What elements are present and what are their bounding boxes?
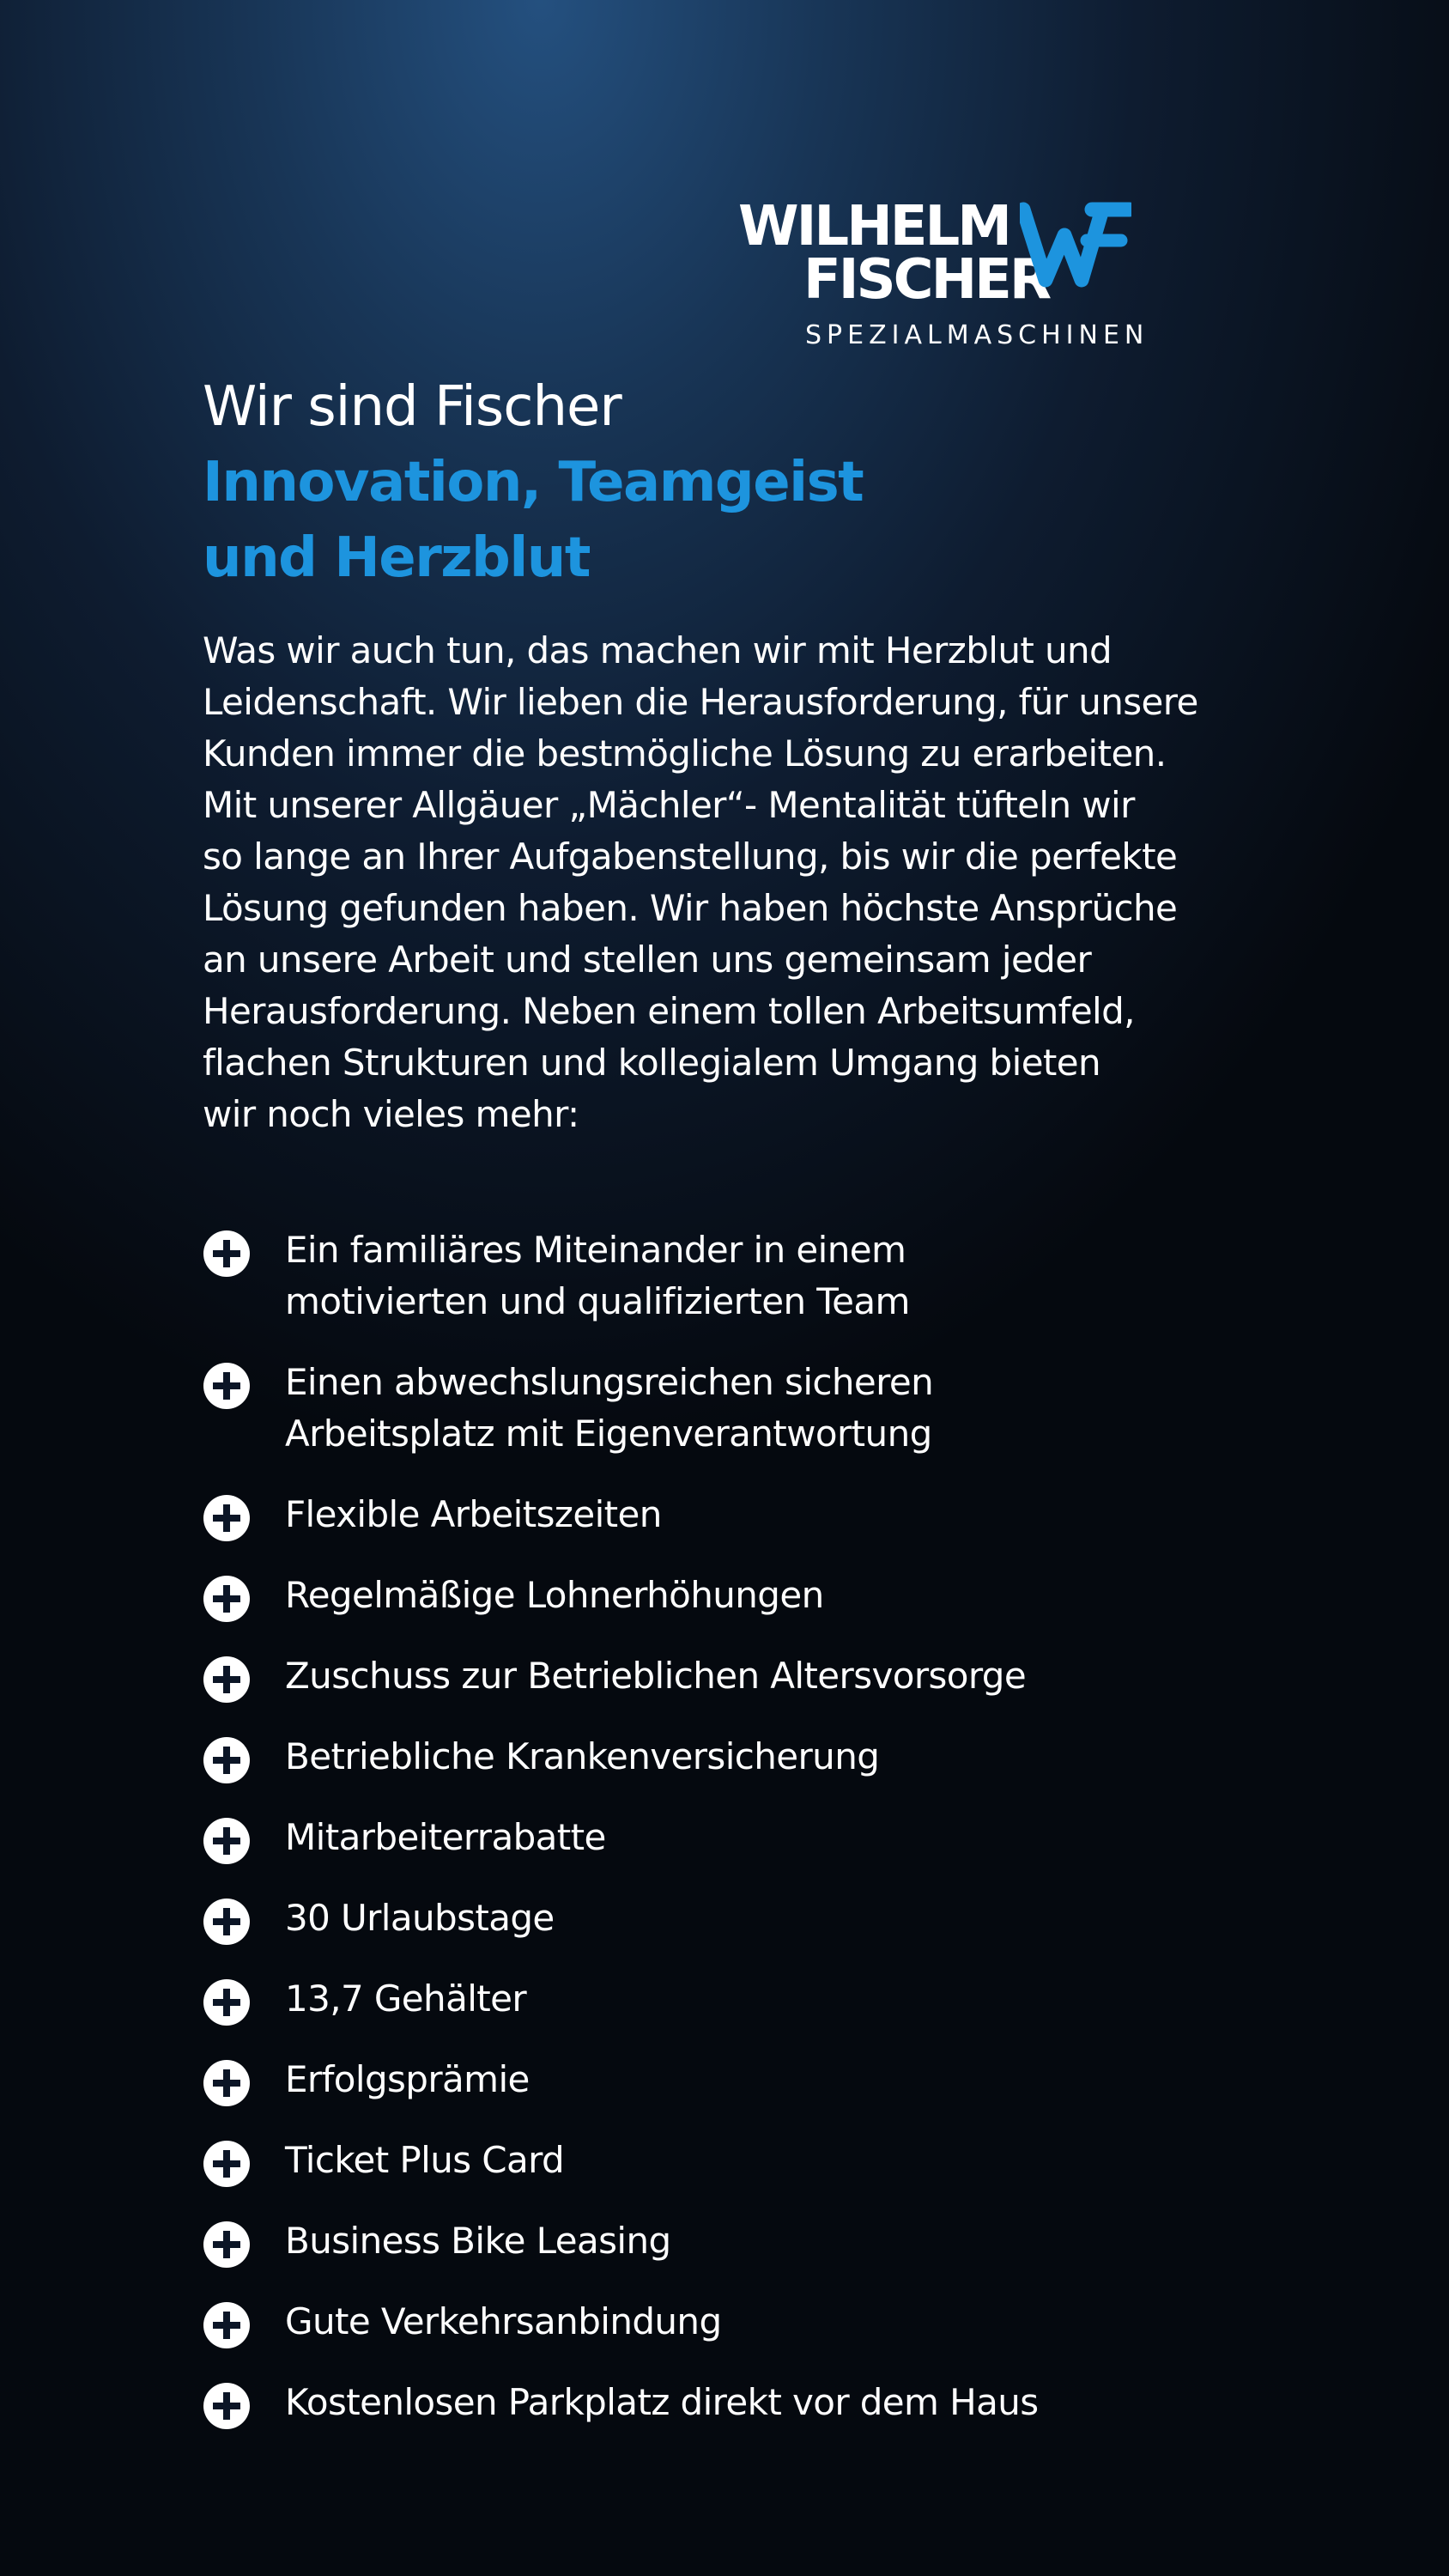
headline-accent-line2: und Herzblut bbox=[203, 526, 590, 590]
benefit-item bbox=[203, 2054, 1319, 2105]
benefit-text: Flexible Arbeitszeiten bbox=[285, 1493, 662, 1535]
logo-wordmark-line1: WILHELM bbox=[738, 195, 1009, 258]
benefit-item bbox=[203, 2135, 1319, 2186]
paragraph-line: Mit unserer Allgäuer „Mächler“- Mentalität tüfteln wir bbox=[203, 784, 1135, 826]
wf-monogram-icon bbox=[1020, 201, 1131, 295]
plus-circle-icon bbox=[203, 1362, 251, 1410]
plus-circle-icon bbox=[203, 1736, 251, 1784]
benefit-item bbox=[203, 1973, 1319, 2025]
paragraph-line: Was wir auch tun, das machen wir mit Herzblut und bbox=[203, 629, 1113, 671]
plus-circle-icon bbox=[203, 1817, 251, 1865]
plus-circle-icon bbox=[203, 2382, 251, 2430]
benefit-text: Erfolgsprämie bbox=[285, 2058, 530, 2100]
benefit-text: 13,7 Gehälter bbox=[285, 1978, 527, 2020]
benefit-text: motivierten und qualifizierten Team bbox=[285, 1280, 910, 1322]
headline-block bbox=[203, 369, 1276, 596]
plus-circle-icon bbox=[203, 1494, 251, 1542]
paragraph-line: so lange an Ihrer Aufgabenstellung, bis wir die perfekte bbox=[203, 835, 1178, 878]
paragraph-line: an unsere Arbeit und stellen uns gemeinsam jeder bbox=[203, 939, 1092, 981]
paragraph-line: Kunden immer die bestmögliche Lösung zu erarbeiten. bbox=[203, 732, 1167, 775]
benefit-text: Zuschuss zur Betrieblichen Altersvorsorge bbox=[285, 1655, 1027, 1697]
logo-wordmark-line2: FISCHER bbox=[803, 248, 1050, 312]
headline-accent-line1: Innovation, Teamgeist bbox=[203, 451, 864, 514]
benefit-item bbox=[203, 2377, 1319, 2428]
benefit-item bbox=[203, 1812, 1319, 1863]
benefit-text: 30 Urlaubstage bbox=[285, 1897, 555, 1939]
benefit-text: Kostenlosen Parkplatz direkt vor dem Haus bbox=[285, 2381, 1039, 2423]
plus-circle-icon bbox=[203, 1898, 251, 1946]
plus-circle-icon bbox=[203, 1575, 251, 1623]
benefit-text: Einen abwechslungsreichen sicheren bbox=[285, 1361, 934, 1403]
paragraph-line: Lösung gefunden haben. Wir haben höchste Ansprüche bbox=[203, 887, 1178, 929]
intro-paragraph bbox=[203, 625, 1276, 1140]
logo-subtitle: SPEZIALMASCHINEN bbox=[805, 320, 1149, 350]
benefit-text: Betriebliche Krankenversicherung bbox=[285, 1735, 880, 1777]
plus-circle-icon bbox=[203, 2059, 251, 2107]
benefit-text: Business Bike Leasing bbox=[285, 2220, 671, 2262]
benefit-item bbox=[203, 1489, 1319, 1540]
plus-circle-icon bbox=[203, 2140, 251, 2188]
benefits-list bbox=[203, 1224, 1319, 2458]
plus-circle-icon bbox=[203, 2301, 251, 2349]
plus-circle-icon bbox=[203, 2221, 251, 2269]
paragraph-line: Herausforderung. Neben einem tollen Arbeitsumfeld, bbox=[203, 990, 1135, 1032]
benefit-text: Regelmäßige Lohnerhöhungen bbox=[285, 1574, 824, 1616]
company-logo bbox=[737, 196, 1252, 359]
benefit-item bbox=[203, 2215, 1319, 2267]
benefit-item bbox=[203, 2296, 1319, 2348]
benefit-text: Arbeitsplatz mit Eigenverantwortung bbox=[285, 1413, 932, 1455]
headline-intro: Wir sind Fischer bbox=[203, 375, 621, 439]
benefit-text: Ein familiäres Miteinander in einem bbox=[285, 1229, 906, 1271]
paragraph-line: flachen Strukturen und kollegialem Umgang bieten bbox=[203, 1042, 1101, 1084]
benefit-item bbox=[203, 1731, 1319, 1783]
benefit-text: Mitarbeiterrabatte bbox=[285, 1816, 606, 1858]
benefit-item bbox=[203, 1357, 1319, 1460]
plus-circle-icon bbox=[203, 1656, 251, 1704]
plus-circle-icon bbox=[203, 1230, 251, 1278]
benefit-item bbox=[203, 1570, 1319, 1621]
benefit-item bbox=[203, 1224, 1319, 1327]
benefit-text: Gute Verkehrsanbindung bbox=[285, 2300, 722, 2342]
paragraph-line: Leidenschaft. Wir lieben die Herausforderung, für unsere bbox=[203, 681, 1198, 723]
benefit-item bbox=[203, 1650, 1319, 1702]
plus-circle-icon bbox=[203, 1978, 251, 2026]
benefit-item bbox=[203, 1893, 1319, 1944]
benefit-text: Ticket Plus Card bbox=[285, 2139, 565, 2181]
paragraph-line: wir noch vieles mehr: bbox=[203, 1093, 579, 1135]
